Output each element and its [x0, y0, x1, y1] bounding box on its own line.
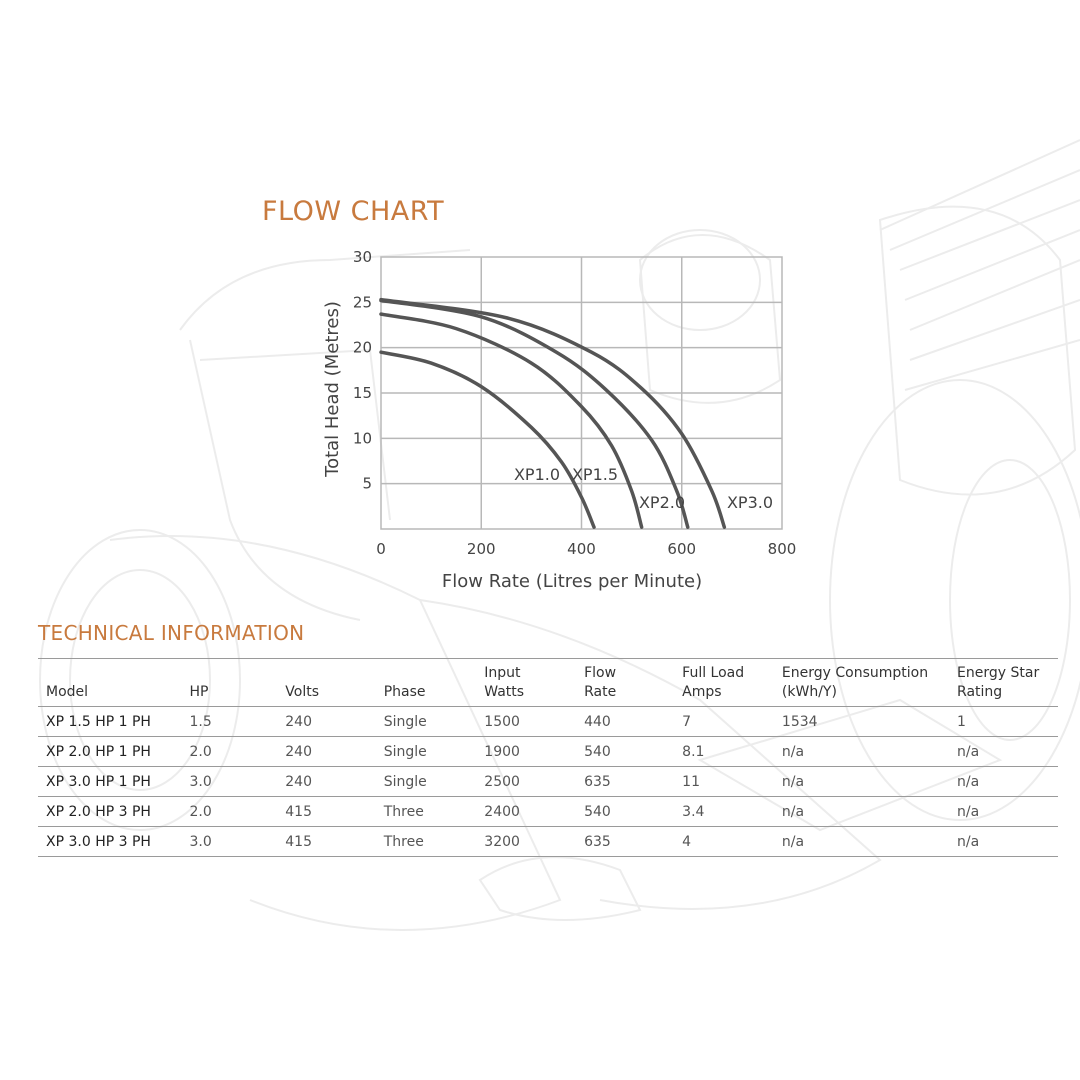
table-cell: Single	[376, 767, 477, 797]
table-cell: 11	[674, 767, 774, 797]
column-header: HP	[181, 659, 277, 707]
table-row	[38, 737, 1058, 767]
y-axis-label: Total Head (Metres)	[322, 301, 343, 477]
table-cell: 3200	[476, 827, 576, 857]
y-tick-label: 5	[362, 474, 372, 493]
y-tick-label: 15	[352, 384, 372, 402]
series-labels	[514, 465, 773, 512]
table-cell: n/a	[949, 827, 1058, 857]
table-cell: n/a	[774, 827, 949, 857]
table-cell: 1	[949, 707, 1058, 737]
x-tick-label: 400	[567, 540, 596, 558]
table-cell: 1534	[774, 707, 949, 737]
y-tick-label: 10	[352, 429, 372, 448]
flow-chart-title: FLOW CHART	[262, 196, 445, 227]
table-cell: 3.0	[181, 767, 277, 797]
column-header: Full Load Amps	[674, 659, 774, 707]
table-cell: 4	[674, 827, 774, 857]
series-label-xp3-0: XP3.0	[726, 493, 774, 512]
y-axis-ticks	[353, 248, 372, 493]
table-cell: 2.0	[181, 737, 277, 767]
table-cell: 635	[576, 827, 674, 857]
table-cell: XP 2.0 HP 3 PH	[38, 797, 181, 827]
table-cell: 3.0	[181, 827, 277, 857]
x-tick-label: 800	[767, 540, 797, 558]
y-tick-label: 30	[352, 248, 372, 266]
table-cell: 7	[674, 707, 774, 737]
table-cell: 635	[576, 767, 674, 797]
table-cell: 1500	[476, 707, 576, 737]
table-cell: n/a	[949, 737, 1058, 767]
x-tick-label: 600	[667, 540, 697, 558]
column-header: Flow Rate	[576, 659, 674, 707]
chart-grid	[381, 257, 782, 529]
x-axis-label: Flow Rate (Litres per Minute)	[441, 571, 703, 592]
table-cell: 1900	[476, 737, 576, 767]
table-cell: n/a	[774, 737, 949, 767]
table-cell: XP 2.0 HP 1 PH	[38, 737, 181, 767]
table-cell: 415	[277, 797, 375, 827]
table-row	[38, 827, 1058, 857]
table-cell: XP 3.0 HP 1 PH	[38, 767, 181, 797]
table-cell: 240	[277, 707, 375, 737]
column-header: Energy Consumption (kWh/Y)	[774, 659, 949, 707]
y-tick-label: 20	[352, 338, 372, 357]
column-header: Phase	[376, 659, 477, 707]
series-label-xp2-0: XP2.0	[638, 493, 686, 512]
table-cell: 2400	[476, 797, 576, 827]
table-cell: 1.5	[181, 707, 277, 737]
table-cell: n/a	[949, 797, 1058, 827]
table-cell: Single	[376, 707, 477, 737]
table-row	[38, 707, 1058, 737]
table-cell: 240	[277, 737, 375, 767]
table-cell: Three	[376, 827, 477, 857]
curve-xp1-0	[381, 352, 594, 527]
table-header-row	[38, 659, 1058, 707]
x-tick-label: 0	[376, 540, 386, 558]
x-axis-ticks	[376, 540, 796, 558]
table-row	[38, 797, 1058, 827]
table-cell: Single	[376, 737, 477, 767]
table-cell: 540	[576, 737, 674, 767]
table-cell: 2500	[476, 767, 576, 797]
table-row	[38, 767, 1058, 797]
table-cell: n/a	[774, 797, 949, 827]
column-header: Volts	[277, 659, 375, 707]
table-cell: XP 1.5 HP 1 PH	[38, 707, 181, 737]
table-cell: 440	[576, 707, 674, 737]
table-cell: 240	[277, 767, 375, 797]
table-cell: 415	[277, 827, 375, 857]
y-tick-label: 25	[352, 293, 372, 312]
column-header: Energy Star Rating	[949, 659, 1058, 707]
table-cell: 2.0	[181, 797, 277, 827]
table-cell: XP 3.0 HP 3 PH	[38, 827, 181, 857]
column-header: Model	[38, 659, 181, 707]
table-cell: n/a	[774, 767, 949, 797]
table-cell: 3.4	[674, 797, 774, 827]
technical-information-table	[38, 658, 1058, 857]
table-cell: 8.1	[674, 737, 774, 767]
table-cell: n/a	[949, 767, 1058, 797]
table-cell: 540	[576, 797, 674, 827]
x-tick-label: 200	[466, 540, 496, 558]
column-header: Input Watts	[476, 659, 576, 707]
technical-information-title: TECHNICAL INFORMATION	[38, 621, 305, 645]
series-label-xp1-5: XP1.5	[571, 465, 619, 484]
table-body	[38, 707, 1058, 857]
table-cell: Three	[376, 797, 477, 827]
curve-xp1-5	[381, 314, 642, 527]
series-label-xp1-0: XP1.0	[513, 465, 561, 484]
